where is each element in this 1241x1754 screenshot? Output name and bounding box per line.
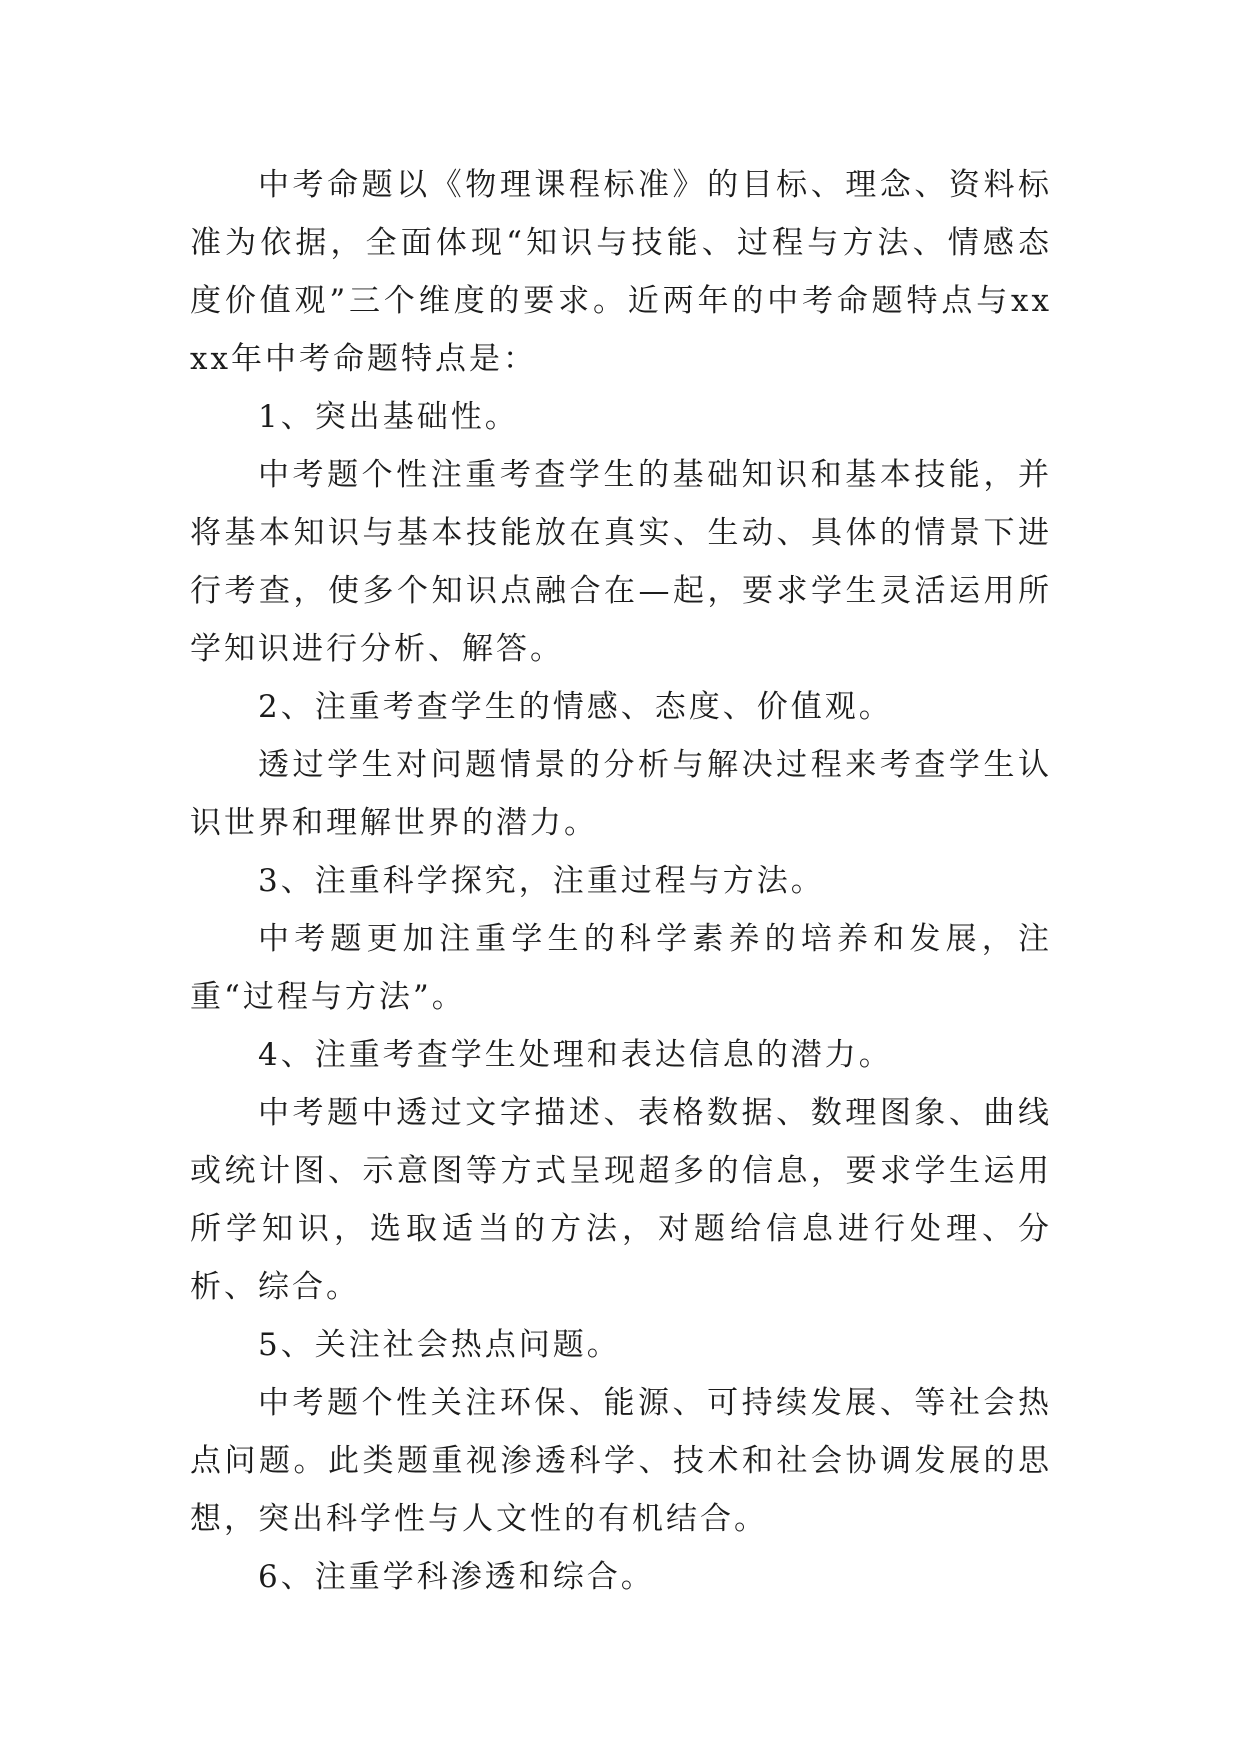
document-body	[190, 156, 1052, 1606]
intro-paragraph: 中考命题以《物理课程标准》的目标、理念、资料标准为依据，全面体现“知识与技能、过程与方法、情感态度价值观”三个维度的要求。近两年的中考命题特点与xxxx年中考命题特点是：	[190, 167, 1052, 377]
point-4-heading: 4、注重考查学生处理和表达信息的潜力。	[258, 1037, 893, 1073]
point-1-paragraph: 中考题个性注重考查学生的基础知识和基本技能，并将基本知识与基本技能放在真实、生动、具体的情景下进行考查，使多个知识点融合在—起，要求学生灵活运用所学知识进行分析、解答。	[190, 457, 1052, 667]
point-1-heading: 1、突出基础性。	[258, 399, 519, 435]
point-6-heading: 6、注重学科渗透和综合。	[258, 1559, 655, 1595]
point-2-paragraph: 透过学生对问题情景的分析与解决过程来考查学生认识世界和理解世界的潜力。	[190, 747, 1052, 841]
point-5-paragraph: 中考题个性关注环保、能源、可持续发展、等社会热点问题。此类题重视渗透科学、技术和社会协调发展的思想，突出科学性与人文性的有机结合。	[190, 1385, 1052, 1537]
point-4-paragraph: 中考题中透过文字描述、表格数据、数理图象、曲线或统计图、示意图等方式呈现超多的信息，要求学生运用所学知识，选取适当的方法，对题给信息进行处理、分析、综合。	[190, 1095, 1052, 1305]
point-3-paragraph: 中考题更加注重学生的科学素养的培养和发展，注重“过程与方法”。	[190, 921, 1052, 1015]
point-5-heading: 5、关注社会热点问题。	[258, 1327, 621, 1363]
point-3-heading: 3、注重科学探究，注重过程与方法。	[258, 863, 825, 899]
point-2-heading: 2、注重考查学生的情感、态度、价值观。	[258, 689, 893, 725]
